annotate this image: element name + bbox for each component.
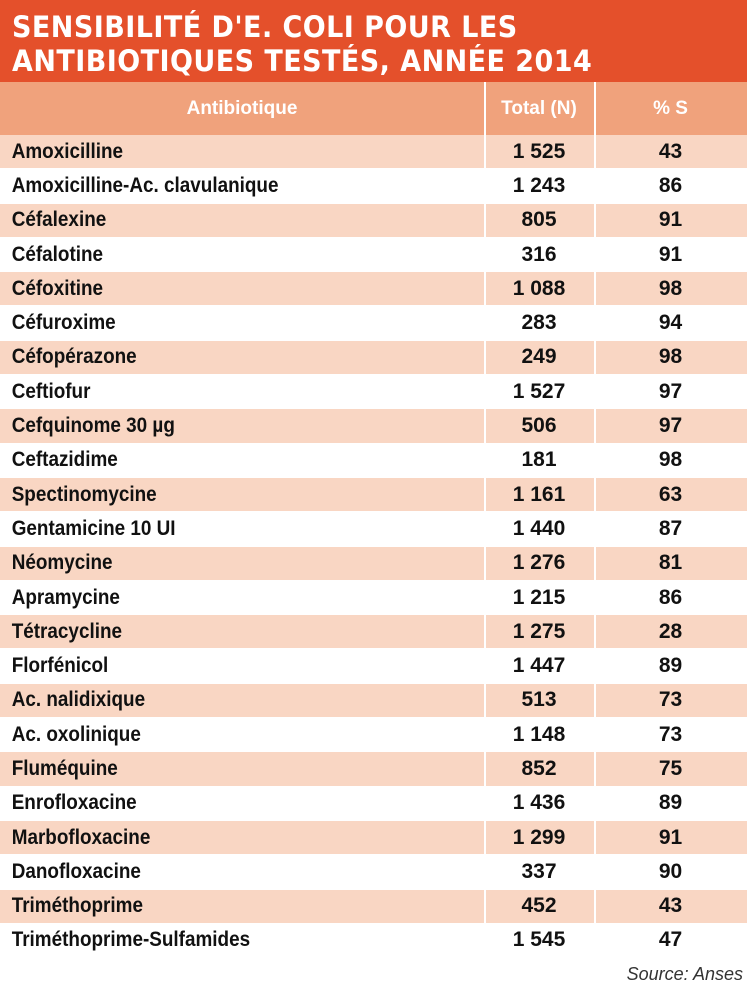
table-row — [0, 787, 747, 821]
cell-pct-s: 98 — [658, 276, 683, 300]
table-row — [0, 684, 747, 718]
table-row — [0, 478, 747, 512]
cell-total: 1 276 — [512, 551, 566, 575]
table-row — [0, 718, 747, 752]
cell-total: 337 — [521, 859, 557, 883]
cell-total: 852 — [521, 756, 557, 780]
cell-pct-s: 89 — [658, 654, 683, 678]
cell-pct-s: 98 — [658, 448, 683, 472]
cell-antibiotique: Apramycine — [11, 585, 120, 609]
cell-total: 1 243 — [512, 173, 566, 197]
table-row — [0, 444, 747, 478]
cell-antibiotique: Ac. nalidixique — [11, 688, 146, 712]
cell-antibiotique: Céfalexine — [11, 208, 107, 232]
cell-pct-s: 75 — [658, 756, 683, 780]
cell-total: 805 — [521, 208, 557, 232]
cell-antibiotique: Cefquinome 30 µg — [11, 414, 175, 438]
cell-antibiotique: Amoxicilline-Ac. clavulanique — [11, 173, 279, 197]
cell-antibiotique: Triméthoprime — [11, 894, 143, 918]
table-row — [0, 375, 747, 409]
table-row — [0, 204, 747, 238]
cell-pct-s: 91 — [658, 242, 683, 266]
cell-total: 249 — [521, 345, 557, 369]
cell-total: 1 275 — [512, 619, 566, 643]
cell-pct-s: 86 — [658, 585, 683, 609]
table-row — [0, 547, 747, 581]
cell-pct-s: 63 — [658, 482, 683, 506]
table-row — [0, 649, 747, 683]
cell-antibiotique: Céfuroxime — [11, 311, 116, 335]
cell-total: 181 — [521, 448, 557, 472]
cell-antibiotique: Amoxicilline — [11, 139, 124, 163]
title-line-1: SENSIBILITÉ D'E. COLI POUR LES — [12, 10, 518, 44]
cell-antibiotique: Marbofloxacine — [11, 825, 151, 849]
title-line-2: ANTIBIOTIQUES TESTÉS, ANNÉE 2014 — [12, 44, 593, 78]
cell-antibiotique: Fluméquine — [11, 756, 118, 780]
cell-total: 1 088 — [512, 276, 566, 300]
column-divider — [484, 82, 486, 960]
cell-antibiotique: Florfénicol — [11, 654, 109, 678]
cell-pct-s: 73 — [658, 688, 683, 712]
table-row — [0, 581, 747, 615]
cell-pct-s: 90 — [658, 859, 683, 883]
table-body — [0, 135, 747, 958]
cell-total: 316 — [521, 242, 557, 266]
table-row — [0, 341, 747, 375]
cell-antibiotique: Céfopérazone — [11, 345, 137, 369]
cell-total: 1 161 — [512, 482, 566, 506]
table-row — [0, 615, 747, 649]
cell-pct-s: 87 — [658, 516, 683, 540]
cell-total: 1 545 — [512, 928, 566, 952]
cell-pct-s: 86 — [658, 173, 683, 197]
cell-antibiotique: Ceftazidime — [11, 448, 118, 472]
cell-total: 1 525 — [512, 139, 566, 163]
cell-total: 513 — [521, 688, 557, 712]
table-row — [0, 169, 747, 203]
cell-pct-s: 98 — [658, 345, 683, 369]
cell-total: 1 215 — [512, 585, 566, 609]
column-divider — [594, 82, 596, 960]
cell-antibiotique: Néomycine — [11, 551, 113, 575]
cell-antibiotique: Enrofloxacine — [11, 791, 137, 815]
cell-pct-s: 97 — [658, 414, 683, 438]
table-header — [0, 82, 747, 135]
cell-total: 1 299 — [512, 825, 566, 849]
table-row — [0, 821, 747, 855]
table-row — [0, 306, 747, 340]
table-row — [0, 855, 747, 889]
cell-total: 1 440 — [512, 516, 566, 540]
cell-pct-s: 28 — [658, 619, 683, 643]
table-row — [0, 409, 747, 443]
cell-antibiotique: Céfalotine — [11, 242, 104, 266]
cell-antibiotique: Tétracycline — [11, 619, 123, 643]
table-row — [0, 512, 747, 546]
header-total: Total (N) — [501, 97, 577, 119]
cell-pct-s: 97 — [658, 379, 683, 403]
cell-antibiotique: Spectinomycine — [11, 482, 157, 506]
cell-pct-s: 91 — [658, 208, 683, 232]
cell-pct-s: 91 — [658, 825, 683, 849]
cell-pct-s: 89 — [658, 791, 683, 815]
cell-pct-s: 73 — [658, 722, 683, 746]
cell-total: 283 — [521, 311, 557, 335]
cell-antibiotique: Céfoxitine — [11, 276, 104, 300]
cell-antibiotique: Ceftiofur — [11, 379, 91, 403]
cell-pct-s: 47 — [658, 928, 683, 952]
cell-pct-s: 43 — [658, 139, 683, 163]
cell-total: 1 148 — [512, 722, 566, 746]
header-pct-s: % S — [653, 97, 688, 119]
table-row — [0, 272, 747, 306]
cell-total: 506 — [521, 414, 557, 438]
table-title — [0, 0, 747, 82]
cell-pct-s: 43 — [658, 894, 683, 918]
table-row — [0, 238, 747, 272]
header-antibiotique: Antibiotique — [186, 97, 298, 119]
source-note: Source: Anses — [626, 964, 743, 984]
cell-pct-s: 94 — [658, 311, 683, 335]
cell-pct-s: 81 — [658, 551, 683, 575]
cell-total: 452 — [521, 894, 557, 918]
table-row — [0, 135, 747, 169]
cell-antibiotique: Gentamicine 10 UI — [11, 516, 176, 540]
table-row — [0, 924, 747, 958]
cell-total: 1 447 — [512, 654, 566, 678]
table-row — [0, 752, 747, 786]
cell-total: 1 527 — [512, 379, 566, 403]
cell-antibiotique: Danofloxacine — [11, 859, 141, 883]
cell-total: 1 436 — [512, 791, 566, 815]
table-row — [0, 890, 747, 924]
cell-antibiotique: Triméthoprime-Sulfamides — [11, 928, 251, 952]
cell-antibiotique: Ac. oxolinique — [11, 722, 141, 746]
